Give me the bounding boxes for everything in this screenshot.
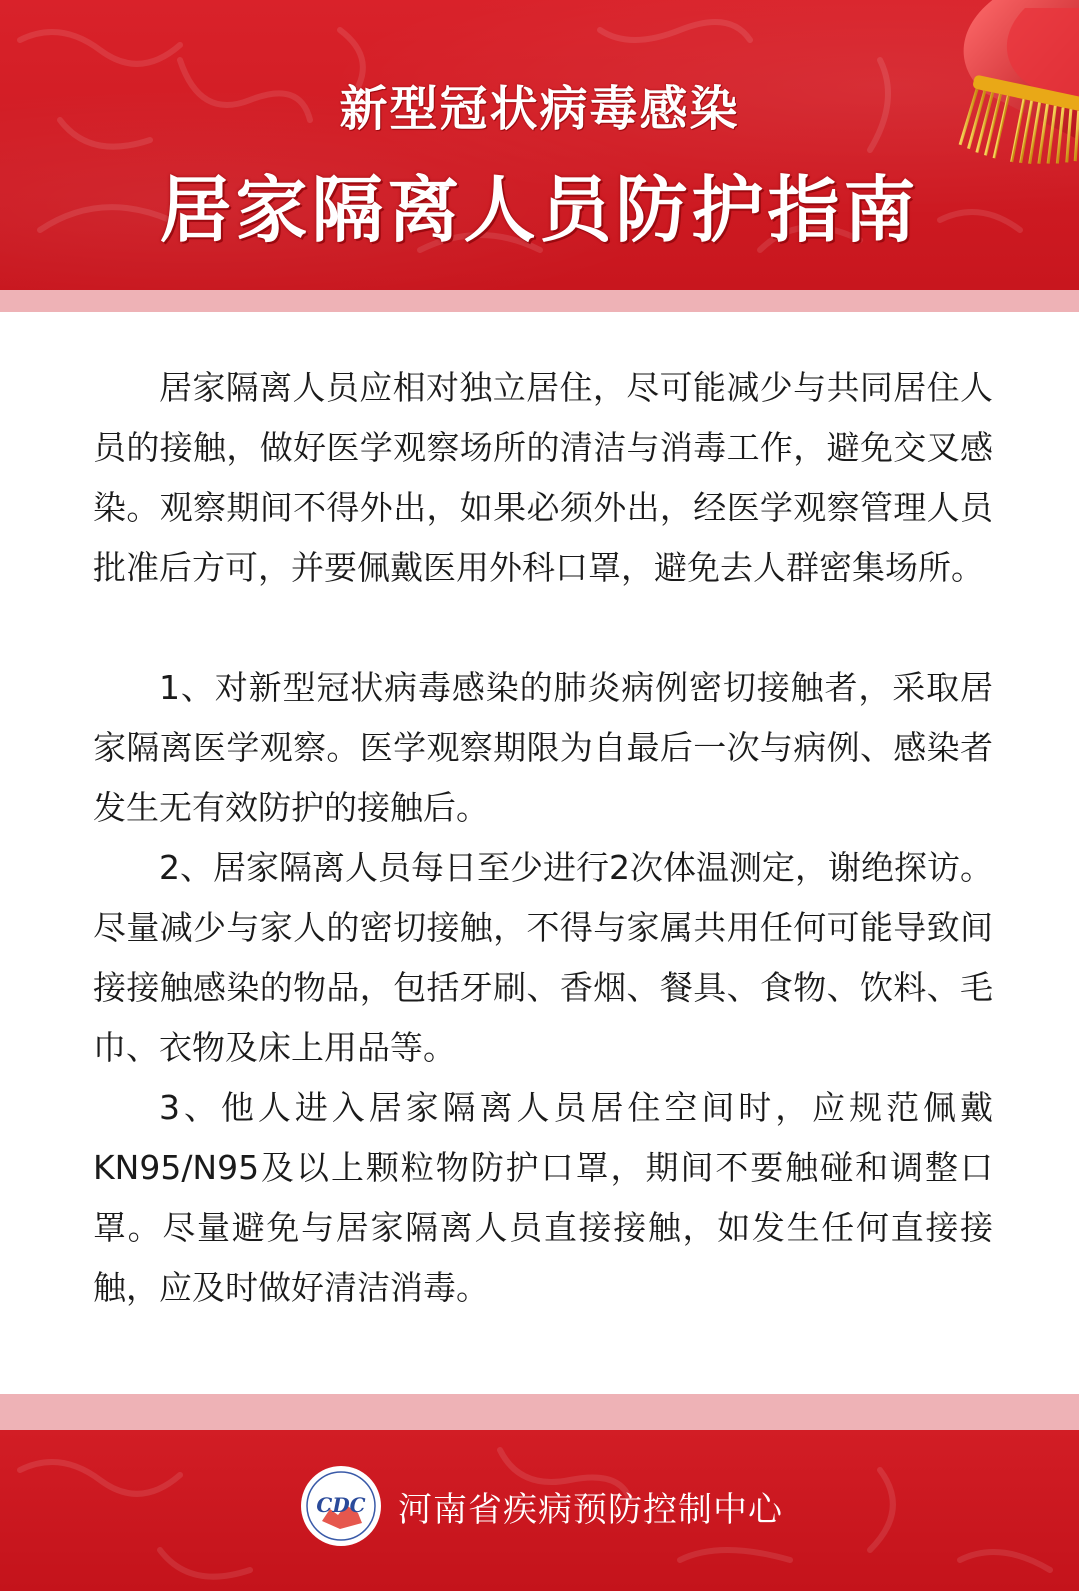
guide-body — [93, 358, 993, 1318]
guide-item-3: 3、他人进入居家隔离人员居住空间时，应规范佩戴KN95/N95及以上颗粒物防护口罩，期间不要触碰和调整口罩。尽量避免与居家隔离人员直接接触，如发生任何直接接触，应及时做好清洁消毒。 — [93, 1088, 993, 1307]
title-line-1: 新型冠状病毒感染 — [339, 81, 740, 137]
intro-paragraph: 居家隔离人员应相对独立居住，尽可能减少与共同居住人员的接触，做好医学观察场所的清洁与消毒工作，避免交叉感染。观察期间不得外出，如果必须外出，经医学观察管理人员批准后方可，并要佩戴医用外科口罩，避免去人群密集场所。 — [93, 368, 993, 587]
title-line-2: 居家隔离人员防护指南 — [159, 168, 920, 252]
header-banner — [0, 0, 1079, 290]
organization-name: 河南省疾病预防控制中心 — [398, 1490, 783, 1530]
footer-banner — [0, 1430, 1079, 1591]
logo-text: CDC — [316, 1493, 366, 1517]
cdc-logo — [300, 1465, 382, 1547]
pink-divider-band-bottom — [0, 1394, 1079, 1430]
guide-item-2: 2、居家隔离人员每日至少进行2次体温测定，谢绝探访。尽量减少与家人的密切接触，不得与家属共用任何可能导致间接接触感染的物品，包括牙刷、香烟、餐具、食物、饮料、毛巾、衣物及床上用品等。 — [93, 848, 993, 1067]
pink-divider-band-top — [0, 290, 1079, 312]
guide-item-1: 1、对新型冠状病毒感染的肺炎病例密切接触者，采取居家隔离医学观察。医学观察期限为自最后一次与病例、感染者发生无有效防护的接触后。 — [93, 668, 993, 827]
